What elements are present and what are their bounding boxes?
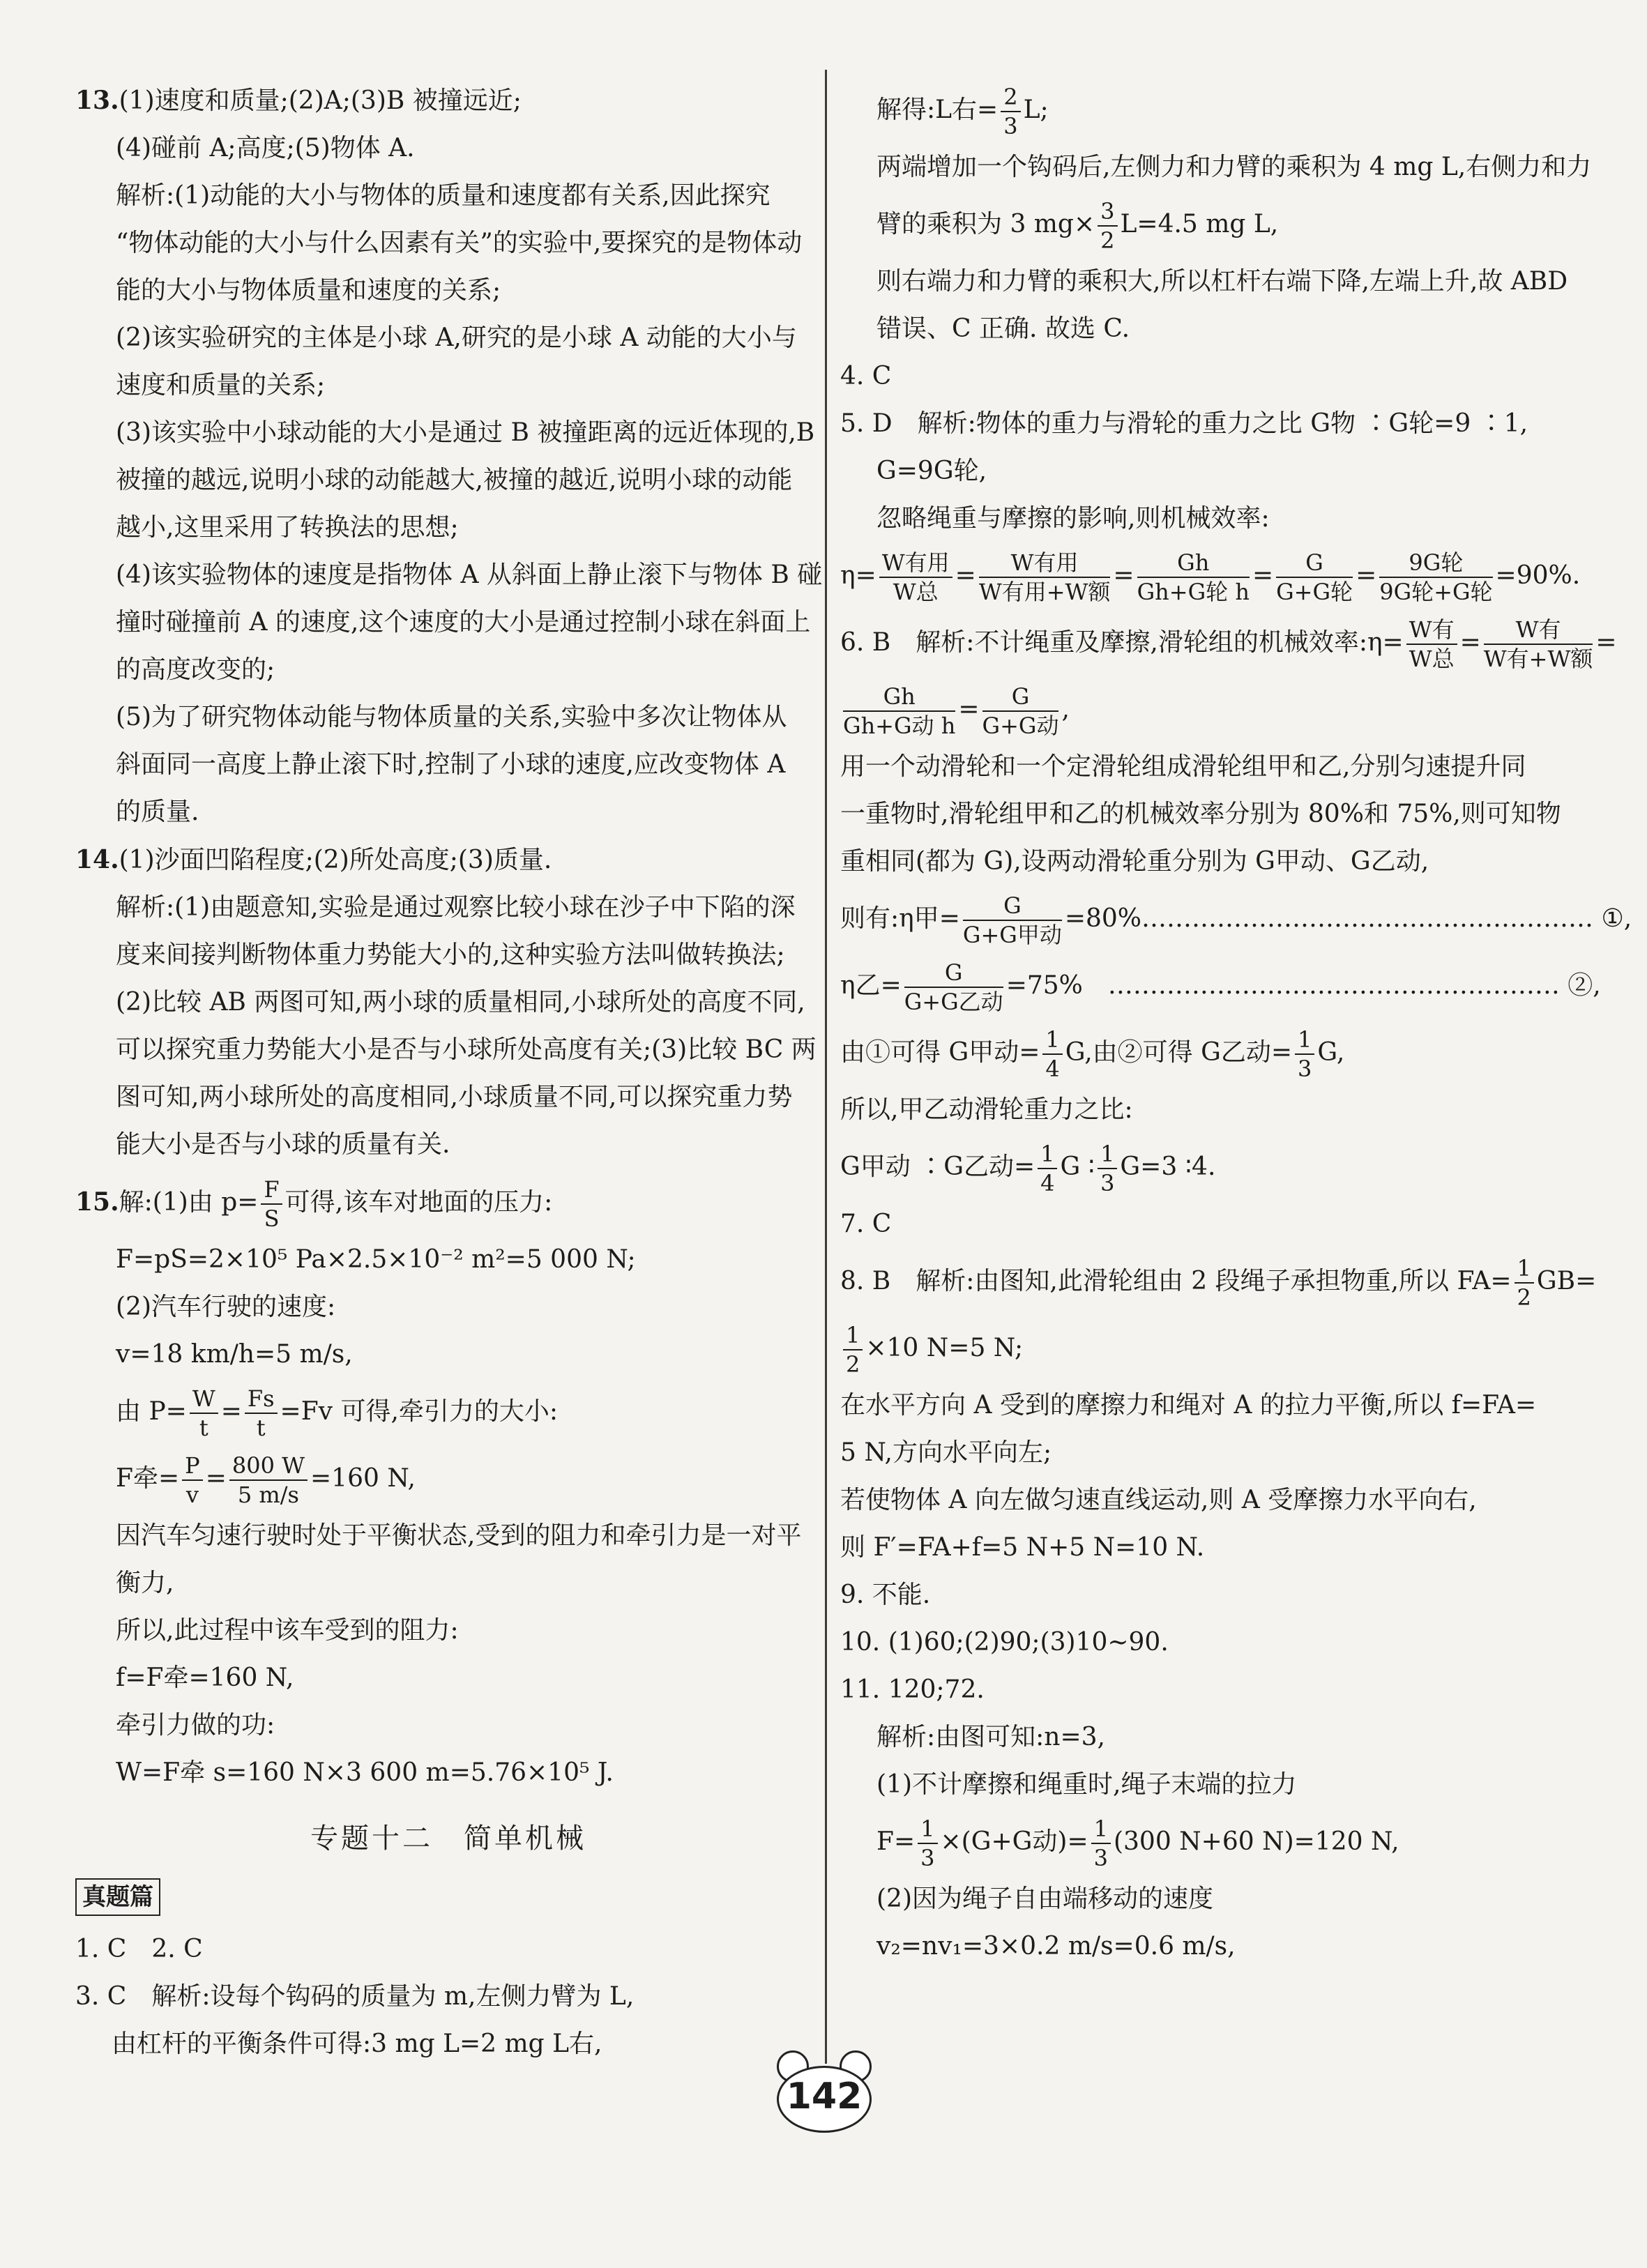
- q3-line: 由杠杆的平衡条件可得:3 mg L=2 mg L右,: [112, 2030, 602, 2058]
- q15-line: F牵= $\frac{P}{v}$ = $\frac{800 W}{5 m/s}$ =160 N,: [116, 1452, 416, 1508]
- q14-analysis: [75, 884, 821, 1169]
- q8-line: 若使物体 A 向左做匀速直线运动,则 A 受摩擦力水平向右,: [840, 1486, 1477, 1514]
- q15-line: v=18 km/h=5 m/s,: [116, 1340, 353, 1369]
- fraction: $\frac{1}{2}$: [843, 1321, 863, 1378]
- q11-line: F= $\frac{1}{3}$ ×(G+G动)= $\frac{1}{3}$ (300 N+60 N)=120 N,: [876, 1816, 1399, 1871]
- q3-line: 两端增加一个钩码后,左侧力和力臂的乘积为 4 mg L,右侧力和力: [876, 153, 1592, 181]
- analysis-line: 的质量.: [116, 798, 199, 826]
- analysis-line: (4)该实验物体的速度是指物体 A 从斜面上静止滚下与物体 B 碰: [116, 561, 823, 589]
- page-number-badge: [760, 2046, 886, 2144]
- analysis-line: (5)为了研究物体动能与物体质量的关系,实验中多次让物体从: [116, 703, 787, 731]
- fraction: $\frac{\text{W有用}}{\text{W总}}$: [879, 549, 952, 606]
- q15-line: f=F牵=160 N,: [116, 1664, 294, 1692]
- q6-formula: $\frac{Gh}{\text{Gh+G动 h}}$ = $\frac{G}{\text{G+G动}}$ ,: [843, 683, 1070, 739]
- q5-line: G=9G轮,: [876, 457, 987, 485]
- q8-line: 在水平方向 A 受到的摩擦力和绳对 A 的拉力平衡,所以 f=FA=: [840, 1391, 1537, 1420]
- fraction: $\frac{\text{W有}}{\text{W有+W额}}$: [1483, 616, 1593, 672]
- q15-line: 衡力,: [116, 1569, 174, 1597]
- q11-line: (2)因为绳子自由端移动的速度: [876, 1885, 1213, 1913]
- q15-line: 因汽车匀速行驶时处于平衡状态,受到的阻力和牵引力是一对平: [116, 1521, 802, 1550]
- analysis-line: (3)该实验中小球动能的大小是通过 B 被撞距离的远近体现的,B: [116, 418, 815, 447]
- analysis-line: 能的大小与物体质量和速度的关系;: [116, 276, 501, 305]
- analysis-line: 撞时碰撞前 A 的速度,这个速度的大小是通过控制小球在斜面上: [116, 608, 811, 637]
- right-column: [840, 77, 1632, 1970]
- fraction: $\frac{W}{t}$: [190, 1385, 218, 1442]
- fraction: $\frac{Gh}{\text{Gh+G动 h}}$: [843, 683, 956, 739]
- q6-line: G甲动 ∶G乙动= $\frac{1}{4}$ G ∶ $\frac{1}{3}$ G=3 ∶4.: [840, 1141, 1216, 1196]
- q14-answer: 14.(1)沙面凹陷程度;(2)所处高度;(3)质量.: [75, 845, 552, 874]
- fraction: $\frac{1}{3}$: [1098, 1140, 1117, 1197]
- analysis-line: 被撞的越远,说明小球的动能越大,被撞的越近,说明小球的动能: [116, 466, 793, 494]
- section-tag: 真题篇: [75, 1878, 160, 1916]
- analysis-line: 速度和质量的关系;: [116, 371, 326, 399]
- analysis-line: 解析:(1)由题意知,实验是通过观察比较小球在沙子中下陷的深: [116, 893, 796, 922]
- analysis-line: “物体动能的大小与什么因素有关”的实验中,要探究的是物体动: [116, 229, 803, 257]
- q13-analysis: [75, 172, 821, 836]
- analysis-line: 图可知,两小球所处的高度相同,小球质量不同,可以探究重力势: [116, 1083, 793, 1111]
- fraction: $\frac{F}{S}$: [261, 1175, 282, 1233]
- fraction: $\frac{Gh}{\text{Gh+G轮 h}}$: [1137, 549, 1250, 605]
- fraction: $\frac{G}{\text{G+G乙动}}$: [904, 959, 1003, 1015]
- q15-line: F=pS=2×10⁵ Pa×2.5×10⁻² m²=5 000 N;: [116, 1245, 636, 1274]
- fraction: $\frac{1}{2}$: [1515, 1254, 1534, 1311]
- fraction: $\frac{\text{W有}}{\text{W总}}$: [1406, 616, 1457, 673]
- fraction: $\frac{G}{\text{G+G动}}$: [982, 683, 1059, 739]
- fraction: $\frac{1}{3}$: [1091, 1815, 1111, 1872]
- q10-answer: 10. (1)60;(2)90;(3)10~90.: [840, 1628, 1169, 1657]
- q15-line: 由 P= $\frac{W}{t}$ = $\frac{Fs}{t}$ =Fv 可得,牵引力的大小:: [116, 1385, 559, 1441]
- q11-line: 解析:由图可知:n=3,: [876, 1723, 1105, 1751]
- q15-line: 所以,此过程中该车受到的阻力:: [116, 1616, 459, 1645]
- fraction: $\frac{3}{2}$: [1098, 197, 1117, 254]
- section-title: 专题十二 简单机械: [310, 1822, 586, 1855]
- q11-line: (1)不计摩擦和绳重时,绳子末端的拉力: [876, 1770, 1297, 1799]
- q7-answer: 7. C: [840, 1210, 892, 1238]
- q9-answer: 9. 不能.: [840, 1581, 931, 1609]
- q8-line: 5 N,方向水平向左;: [840, 1438, 1052, 1467]
- q4-answer: 4. C: [840, 362, 892, 390]
- analysis-line: 越小,这里采用了转换法的思想;: [116, 513, 459, 542]
- q11-line: v₂=nv₁=3×0.2 m/s=0.6 m/s,: [876, 1932, 1236, 1961]
- fraction: $\frac{Fs}{t}$: [245, 1385, 278, 1442]
- q13-answer: 13.(1)速度和质量;(2)A;(3)B 被撞远近;: [75, 86, 522, 115]
- q13-answer-2: (4)碰前 A;高度;(5)物体 A.: [116, 134, 415, 162]
- q15-line: (2)汽车行驶的速度:: [116, 1293, 336, 1321]
- q1-q2-answers: 1. C 2. C: [75, 1935, 203, 1963]
- q6-line: 一重物时,滑轮组甲和乙的机械效率分别为 80%和 75%,则可知物: [840, 800, 1561, 828]
- q5-formula: η= $\frac{\text{W有用}}{\text{W总}}$ = $\frac{\text{W有用}}{\text{W有用+W额}}$ = $\frac{Gh}{\text{Gh+G轮 h}}$ = $\frac{G}{\text{G+G轮}}$ = $\frac{\text{9G轮}}{\text{9G轮+G轮}}$ =90%.: [840, 549, 1581, 605]
- q3-line: 错误、C 正确. 故选 C.: [876, 314, 1130, 343]
- q5-answer: 5. D 解析:物体的重力与滑轮的重力之比 G物 ∶G轮=9 ∶1,: [840, 409, 1528, 438]
- q15-line: 牵引力做的功:: [116, 1711, 275, 1740]
- q3-line: 臂的乘积为 3 mg× $\frac{3}{2}$ L=4.5 mg L,: [876, 198, 1279, 254]
- q8-line: $\frac{1}{2}$ ×10 N=5 N;: [840, 1315, 1593, 1382]
- analysis-line: 解析:(1)动能的大小与物体的质量和速度都有关系,因此探究: [116, 181, 771, 210]
- analysis-line: 的高度改变的;: [116, 655, 275, 684]
- fraction: $\frac{1}{4}$: [1042, 1026, 1062, 1083]
- q6-line: 用一个动滑轮和一个定滑轮组成滑轮组甲和乙,分别匀速提升同: [840, 752, 1526, 781]
- q15-intro: 15.解:(1)由 p= $\frac{F}{S}$ 可得,该车对地面的压力:: [75, 1176, 553, 1232]
- analysis-line: (2)比较 AB 两图可知,两小球的质量相同,小球所处的高度不同,: [116, 988, 805, 1017]
- q3-result: 解得:L右= $\frac{2}{3}$ L;: [876, 84, 1049, 139]
- q6-line: 所以,甲乙动滑轮重力之比:: [840, 1095, 1133, 1124]
- fraction: $\frac{P}{v}$: [182, 1452, 203, 1509]
- fraction: $\frac{1}{3}$: [1295, 1026, 1314, 1083]
- q6-line: 由①可得 G甲动= $\frac{1}{4}$ G,由②可得 G乙动= $\frac{1}{3}$ G,: [840, 1026, 1345, 1082]
- q6-line: 重相同(都为 G),设两动滑轮重分别为 G甲动、G乙动,: [840, 847, 1429, 876]
- fraction: $\frac{2}{3}$: [1001, 83, 1020, 140]
- analysis-line: 斜面同一高度上静止滚下时,控制了小球的速度,应改变物体 A: [116, 750, 786, 779]
- q8-line: 则 F′=FA+f=5 N+5 N=10 N.: [840, 1533, 1205, 1562]
- fraction: $\frac{\text{9G轮}}{\text{9G轮+G轮}}$: [1379, 549, 1493, 605]
- analysis-line: 可以探究重力势能大小是否与小球所处高度有关;(3)比较 BC 两: [116, 1035, 817, 1064]
- fraction: $\frac{G}{\text{G+G轮}}$: [1276, 549, 1353, 605]
- q5-line: 忽略绳重与摩擦的影响,则机械效率:: [876, 504, 1270, 533]
- analysis-line: (2)该实验研究的主体是小球 A,研究的是小球 A 动能的大小与: [116, 324, 797, 352]
- q6-line: 则有:η甲= $\frac{G}{\text{G+G甲动}}$ =80%……………………………………………… ①,: [840, 892, 1632, 948]
- analysis-line: 能大小是否与小球的质量有关.: [116, 1130, 450, 1159]
- q15-line: W=F牵 s=160 N×3 600 m=5.76×10⁵ J.: [116, 1758, 614, 1787]
- analysis-line: 度来间接判断物体重力势能大小的,这种实验方法叫做转换法;: [116, 941, 785, 969]
- q6-line: η乙= $\frac{G}{\text{G+G乙动}}$ =75% ……………………………………………… ②,: [840, 959, 1601, 1015]
- page-number: 142: [786, 2076, 863, 2117]
- q11-answer: 11. 120;72.: [840, 1675, 985, 1704]
- q3-line: 则右端力和力臂的乘积大,所以杠杆右端下降,左端上升,故 ABD: [876, 267, 1568, 296]
- fraction: $\frac{1}{3}$: [918, 1815, 937, 1872]
- fraction: $\frac{G}{\text{G+G甲动}}$: [962, 892, 1062, 948]
- fraction: $\frac{800 W}{5 m/s}$: [229, 1452, 308, 1509]
- q3-answer: 3. C 解析:设每个钩码的质量为 m,左侧力臂为 L,: [75, 1982, 635, 2011]
- fraction: $\frac{1}{4}$: [1038, 1140, 1057, 1197]
- left-column: [75, 77, 821, 2068]
- q6-answer: 6. B 解析:不计绳重及摩擦,滑轮组的机械效率:η= $\frac{\text{W有}}{\text{W总}}$ = $\frac{\text{W有}}{\text{W有+W额}}$ =: [840, 616, 1617, 672]
- fraction: $\frac{\text{W有用}}{\text{W有用+W额}}$: [978, 549, 1111, 605]
- q8-answer: 8. B 解析:由图知,此滑轮组由 2 段绳子承担物重,所以 FA= $\frac{1}{2}$ GB=: [840, 1255, 1597, 1311]
- column-divider: [825, 70, 827, 2064]
